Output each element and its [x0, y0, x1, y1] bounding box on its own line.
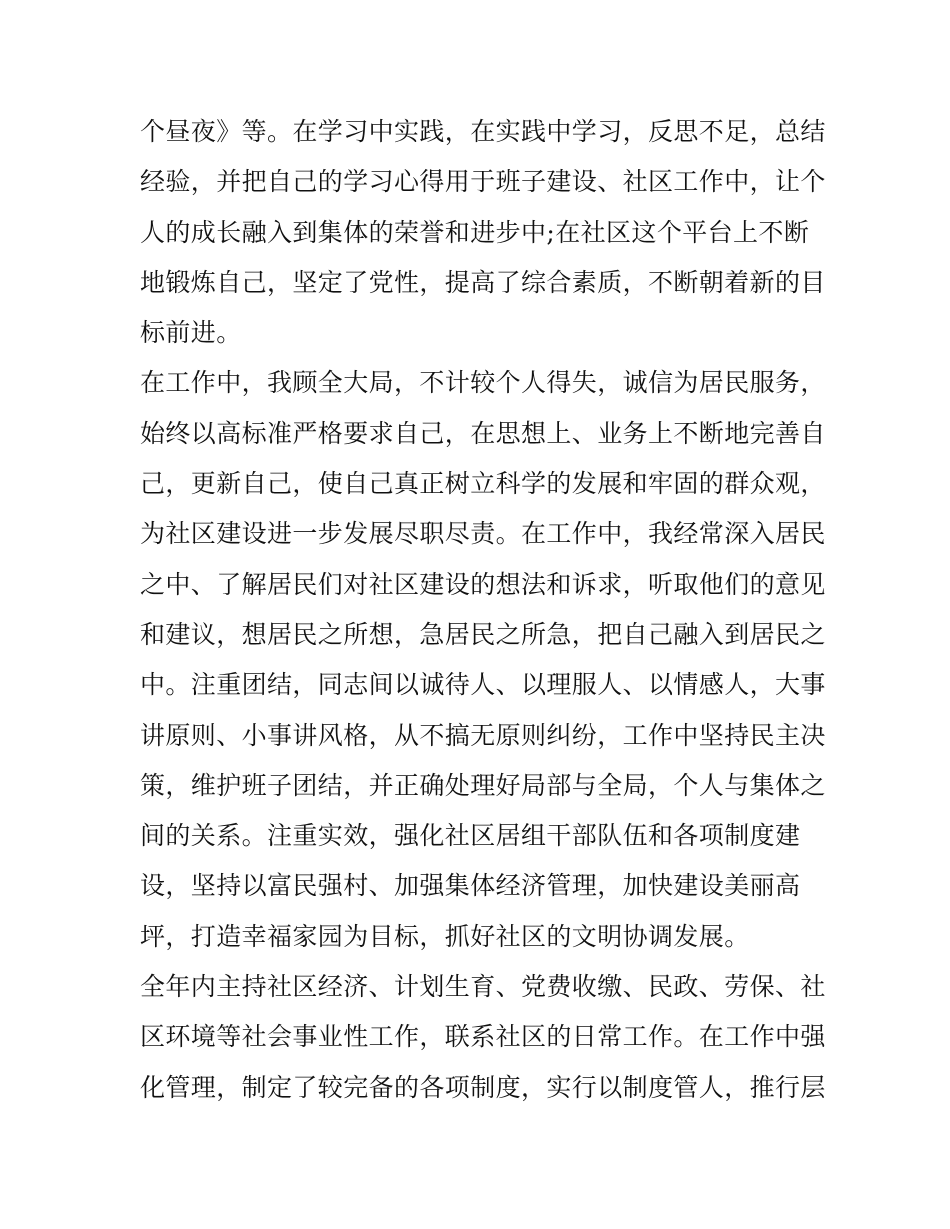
body-text	[140, 107, 826, 1113]
text-line: 和建议，想居民之所想，急居民之所急，把自己融入到居民之	[140, 619, 826, 649]
text-line: 在工作中，我顾全大局，不计较个人得失，诚信为居民服务，	[140, 368, 826, 398]
text-line: 讲原则、小事讲风格，从不搞无原则纠纷，工作中坚持民主决	[140, 720, 826, 750]
text-line: 策，维护班子团结，并正确处理好局部与全局，个人与集体之	[140, 770, 826, 800]
text-line: 始终以高标准严格要求自己，在思想上、业务上不断地完善自	[140, 418, 826, 448]
text-line: 经验，并把自己的学习心得用于班子建设、社区工作中，让个	[140, 167, 826, 197]
text-line: 区环境等社会事业性工作，联系社区的日常工作。在工作中强	[140, 1022, 826, 1052]
text-line: 坪，打造幸福家园为目标，抓好社区的文明协调发展。	[140, 921, 750, 951]
text-line: 地锻炼自己，坚定了党性，提高了综合素质，不断朝着新的目	[140, 267, 826, 297]
text-line: 间的关系。注重实效，强化社区居组干部队伍和各项制度建	[140, 821, 801, 851]
text-line: 个昼夜》等。在学习中实践，在实践中学习，反思不足，总结	[140, 117, 826, 146]
text-line: 设，坚持以富民强村、加强集体经济管理，加快建设美丽高	[140, 871, 801, 901]
text-line: 为社区建设进一步发展尽职尽责。在工作中，我经常深入居民	[140, 519, 826, 549]
text-line: 之中、了解居民们对社区建设的想法和诉求，听取他们的意见	[140, 569, 826, 599]
text-line: 化管理，制定了较完备的各项制度，实行以制度管人，推行层	[140, 1072, 826, 1102]
text-line: 中。注重团结，同志间以诚待人、以理服人、以情感人，大事	[140, 670, 826, 700]
text-line: 标前进。	[140, 318, 242, 348]
text-line: 人的成长融入到集体的荣誉和进步中;在社区这个平台上不断	[140, 217, 810, 247]
text-line: 己，更新自己，使自己真正树立科学的发展和牢固的群众观，	[140, 469, 826, 499]
text-line: 全年内主持社区经济、计划生育、党费收缴、民政、劳保、社	[140, 972, 826, 1002]
